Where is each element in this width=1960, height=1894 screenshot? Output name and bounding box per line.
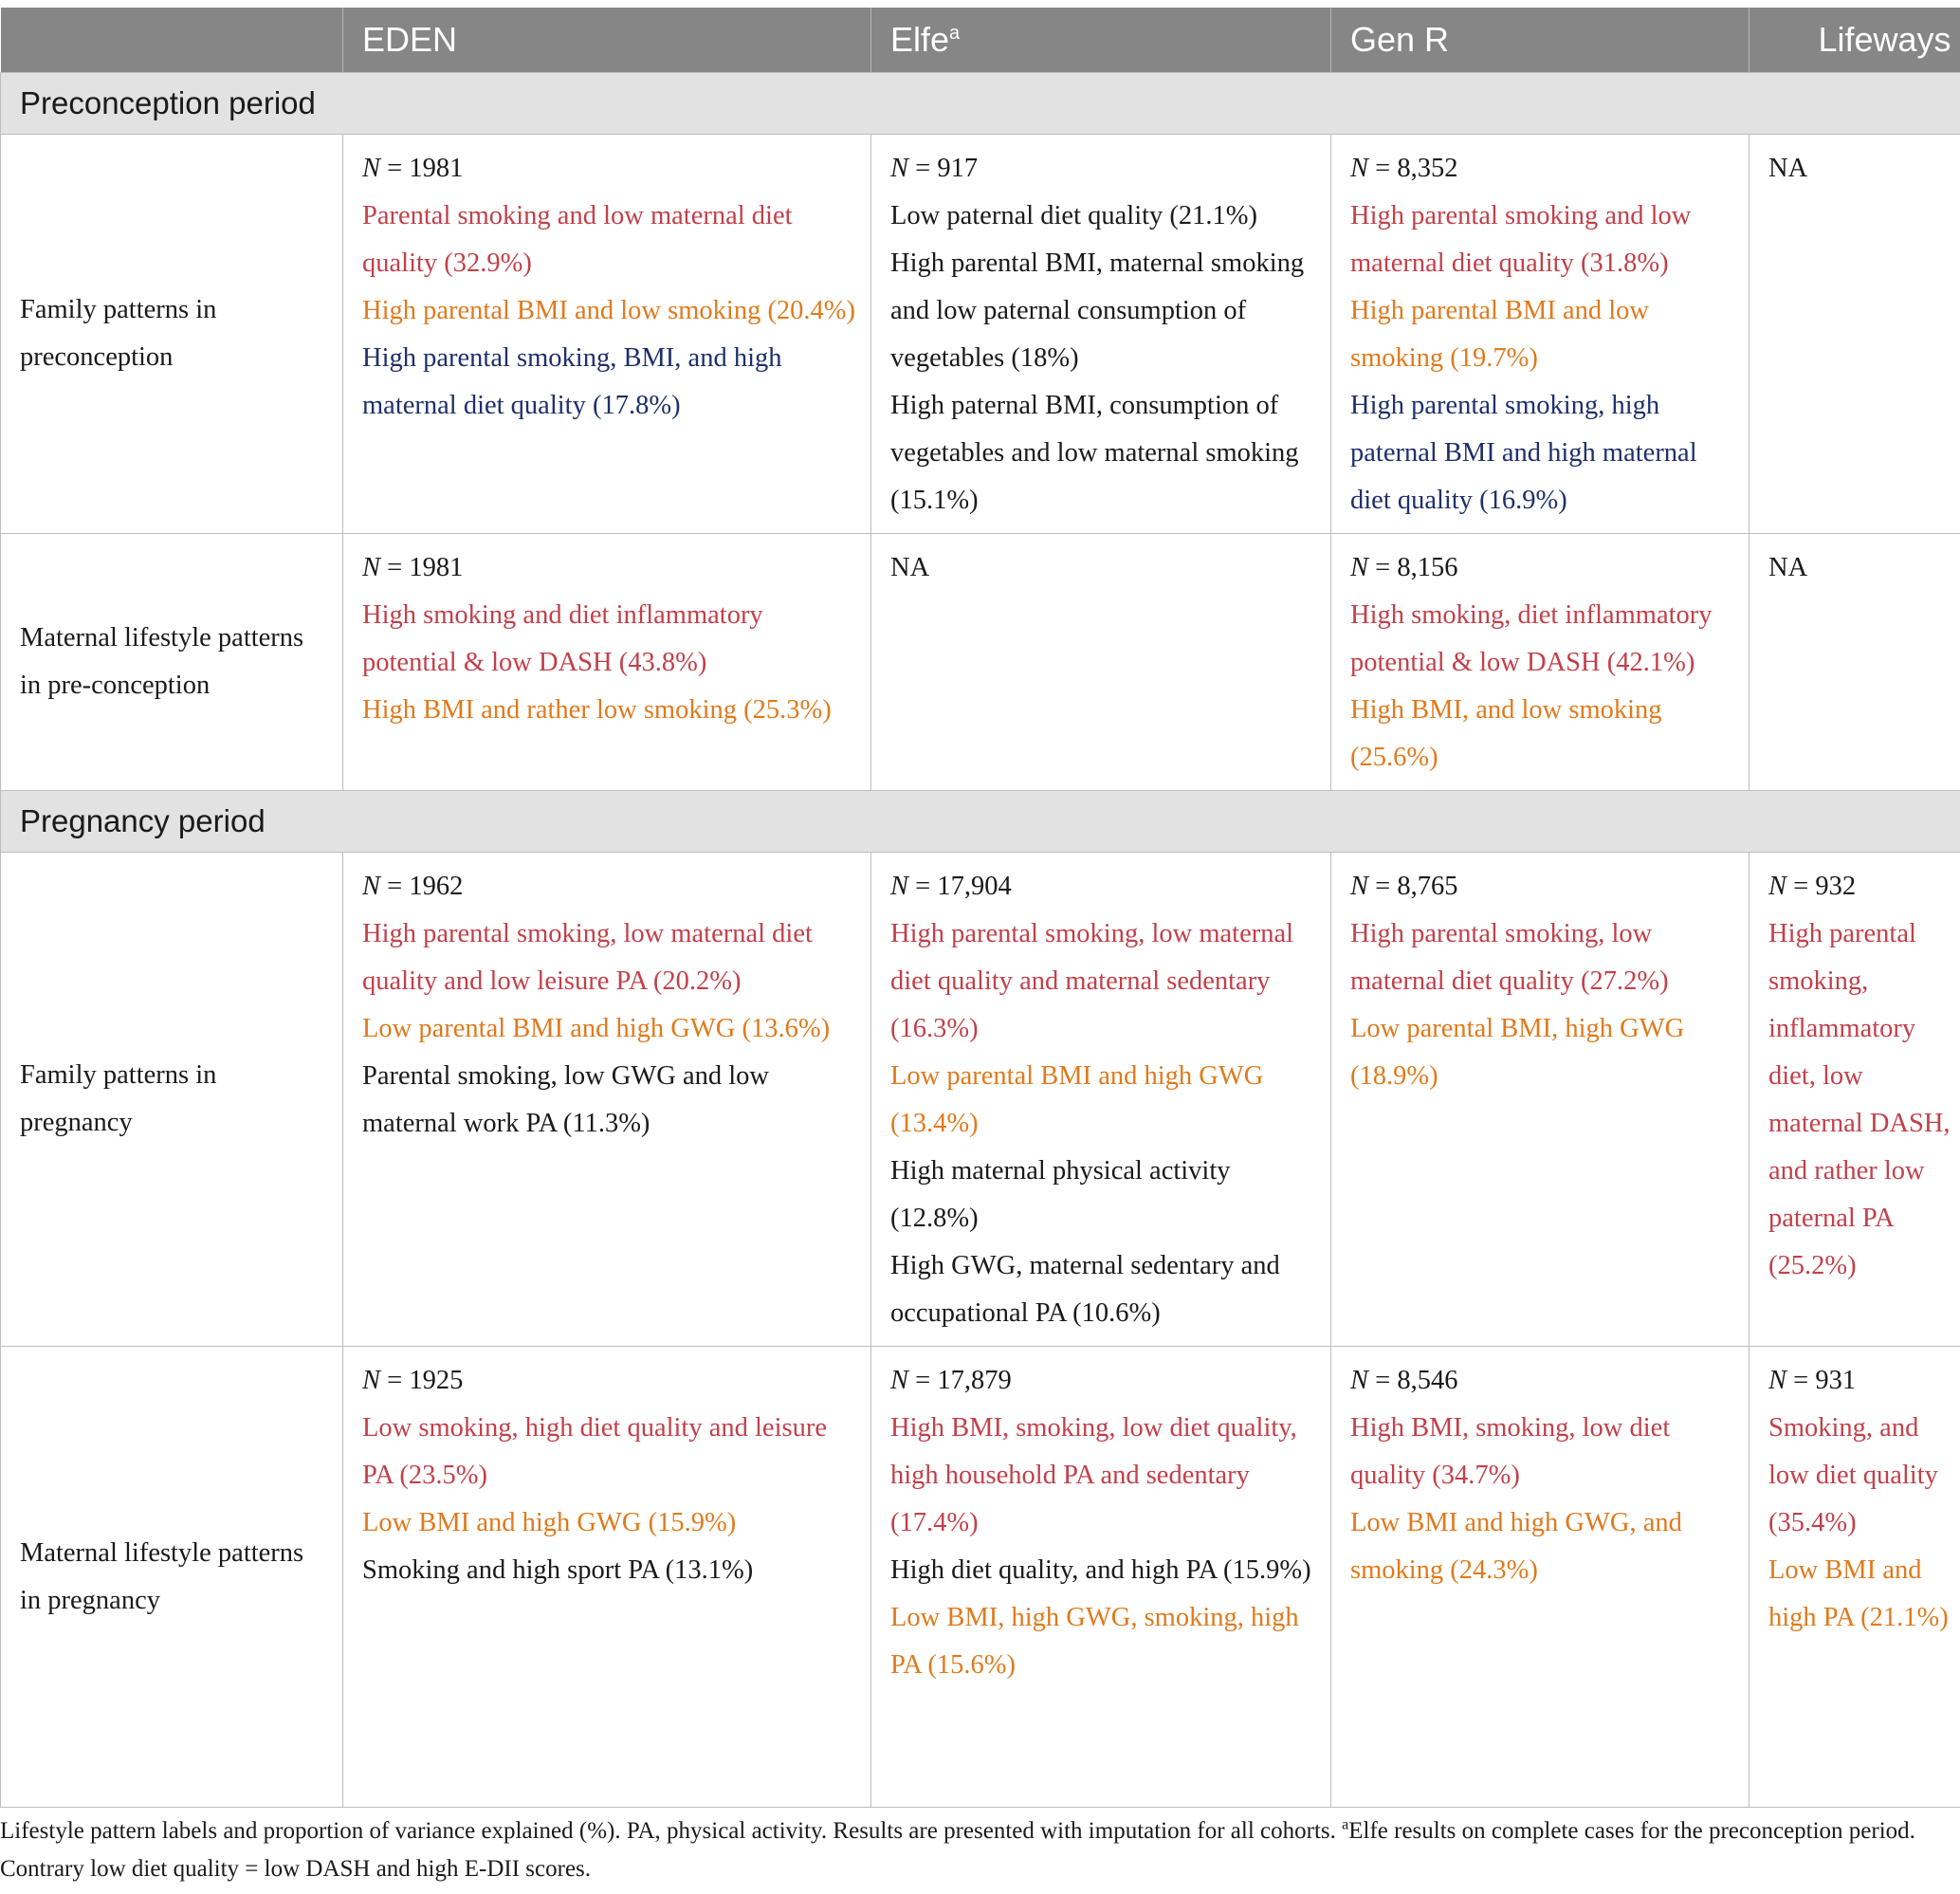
sample-size-symbol: N [1768,872,1787,901]
table-cell [1331,534,1749,791]
sample-size [1350,863,1735,910]
sample-size-symbol: N [890,154,909,183]
sample-size-symbol: N [1350,553,1369,582]
sample-size [1768,863,1954,910]
table-cell [1749,135,1960,534]
table-cell [343,853,871,1347]
pattern-label: High parental BMI and low smoking (19.7%) [1350,296,1650,373]
table-footnote [0,1812,1953,1888]
sample-size-value: 1981 [409,553,464,582]
sample-size-equals: = [380,1366,410,1395]
section-title-preconception: Preconception period [1,73,1960,135]
pattern-label: High GWG, maternal sedentary and occupational PA (10.6%) [890,1251,1280,1328]
row-label-line: Maternal lifestyle patterns [20,1537,304,1568]
sample-size-equals: = [1368,154,1398,183]
section-row-preconception [1,73,1960,135]
pattern-label: High parental smoking, low maternal diet quality and low leisure PA (20.2%) [362,919,813,996]
sample-size-symbol: N [1768,1366,1787,1395]
pattern-label: Smoking and high sport PA (13.1%) [362,1555,754,1585]
header-elfe [871,8,1331,73]
table-wrapper [0,8,1960,1808]
sample-size-symbol: N [1350,154,1369,183]
sample-size-equals: = [380,553,410,582]
sample-size-equals: = [1368,872,1398,901]
sample-size-value: 932 [1815,872,1857,901]
sample-size [362,863,857,910]
lifestyle-patterns-table [0,8,1960,1808]
sample-size-equals: = [1368,1366,1398,1395]
sample-size-symbol: N [1350,1366,1369,1395]
sample-size-equals: = [380,872,410,901]
header-lifeways: Lifeways [1749,8,1960,73]
row-label [1,853,343,1347]
sample-size-value: 17,879 [937,1366,1012,1395]
row-label-line: Maternal lifestyle patterns [20,623,304,653]
pattern-label: High parental smoking and low maternal diet quality (31.8%) [1350,201,1692,278]
table-row [1,135,1960,534]
sample-size [362,145,857,193]
table-cell [871,853,1331,1347]
header-genr: Gen R [1331,8,1749,73]
pattern-label: High BMI, smoking, low diet quality, high household PA and sedentary (17.4%) [890,1413,1297,1537]
section-row-pregnancy [1,791,1960,853]
sample-size [1350,145,1735,193]
pattern-label: Low paternal diet quality (21.1%) [890,201,1258,230]
row-label-line: pregnancy [20,1108,133,1137]
pattern-label: High maternal physical activity (12.8%) [890,1156,1231,1233]
footnote-text-2: Elfe results on complete cases for the preconception period. Contrary low diet quality = low DASH and high E-DII scores. [0,1818,1915,1882]
sample-size-value: 8,546 [1397,1366,1458,1395]
sample-size [362,1357,857,1405]
sample-size-value: 8,765 [1397,872,1458,901]
row-label [1,534,343,791]
sample-size-symbol: N [362,553,381,582]
sample-size-equals: = [1786,872,1816,901]
sample-size-value: 8,156 [1397,553,1458,582]
table-cell [871,534,1331,791]
table-cell [343,135,871,534]
pattern-label: Parental smoking and low maternal diet quality (32.9%) [362,201,793,278]
pattern-label: Parental smoking, low GWG and low maternal work PA (11.3%) [362,1061,770,1138]
sample-size-value: 1981 [409,154,464,183]
sample-size-value: 931 [1815,1366,1857,1395]
table-cell [871,1347,1331,1808]
pattern-label: High diet quality, and high PA (15.9%) [890,1555,1311,1585]
table-cell [1331,853,1749,1347]
sample-size [890,863,1317,910]
header-elfe-footnote-mark: a [949,23,961,44]
sample-size [890,145,1317,193]
section-title-pregnancy: Pregnancy period [1,791,1960,853]
pattern-label: High smoking and diet inflammatory potential & low DASH (43.8%) [362,600,763,677]
table-row [1,853,1960,1347]
sample-size [890,1357,1317,1405]
pattern-label: High paternal BMI, consumption of vegetables and low maternal smoking (15.1%) [890,391,1299,515]
header-eden: EDEN [343,8,871,73]
table-cell [1749,853,1960,1347]
sample-size [362,544,857,592]
pattern-label: High BMI, and low smoking (25.6%) [1350,695,1662,772]
row-label-line: Family patterns in [20,1060,217,1090]
sample-size-value: 917 [937,154,979,183]
header-blank [1,8,343,73]
row-label [1,1347,343,1808]
table-cell [1331,135,1749,534]
row-label-line: preconception [20,342,174,372]
pattern-label: Low BMI and high GWG (15.9%) [362,1508,737,1537]
sample-size-value: 1925 [409,1366,464,1395]
sample-size-value: 8,352 [1397,154,1458,183]
sample-size-equals: = [908,1366,938,1395]
sample-size-symbol: N [362,154,381,183]
row-label-line: in pregnancy [20,1585,160,1615]
pattern-label: High parental smoking, low maternal diet quality and maternal sedentary (16.3%) [890,919,1294,1043]
na-value: NA [1768,553,1808,582]
pattern-label: High smoking, diet inflammatory potential & low DASH (42.1%) [1350,600,1713,677]
na-value: NA [890,553,930,582]
table-cell [343,1347,871,1808]
sample-size-symbol: N [362,872,381,901]
sample-size-equals: = [908,154,938,183]
pattern-label: Low BMI and high PA (21.1%) [1768,1555,1949,1632]
pattern-label: High parental BMI and low smoking (20.4%) [362,296,856,325]
table-cell [1749,534,1960,791]
sample-size-equals: = [1786,1366,1816,1395]
table-row [1,1347,1960,1808]
pattern-label: Low BMI, high GWG, smoking, high PA (15.6%) [890,1603,1299,1680]
pattern-label: Low parental BMI and high GWG (13.4%) [890,1061,1264,1138]
footnote-mark: a [1342,1816,1349,1833]
na-value: NA [1768,154,1808,183]
pattern-label: Low parental BMI and high GWG (13.6%) [362,1014,831,1043]
sample-size-equals: = [1368,553,1398,582]
table-cell [343,534,871,791]
pattern-label: High parental smoking, high paternal BMI and high maternal diet quality (16.9%) [1350,391,1697,515]
pattern-label: High BMI and rather low smoking (25.3%) [362,695,832,725]
footnote-text-1: Lifestyle pattern labels and proportion of variance explained (%). PA, physical activity. Results are presented with imputation for all cohorts. [0,1818,1343,1844]
pattern-label: High parental smoking, BMI, and high maternal diet quality (17.8%) [362,343,782,420]
sample-size-equals: = [908,872,938,901]
sample-size-symbol: N [890,872,909,901]
sample-size [1350,1357,1735,1405]
sample-size [1350,544,1735,592]
pattern-label: High parental smoking, inflammatory diet, low maternal DASH, and rather low paternal PA (25.2%) [1768,919,1951,1280]
sample-size-symbol: N [890,1366,909,1395]
header-elfe-label: Elfe [890,20,950,59]
pattern-label: High parental smoking, low maternal diet quality (27.2%) [1350,919,1669,996]
sample-size [1768,1357,1954,1405]
sample-size-symbol: N [1350,872,1369,901]
pattern-label: High parental BMI, maternal smoking and low paternal consumption of vegetables (18%) [890,248,1305,373]
table-cell [1749,1347,1960,1808]
sample-size-symbol: N [362,1366,381,1395]
row-label [1,135,343,534]
row-label-line: Family patterns in [20,295,217,324]
pattern-label: Smoking, and low diet quality (35.4%) [1768,1413,1938,1537]
sample-size-value: 1962 [409,872,464,901]
table-cell [1331,1347,1749,1808]
sample-size-equals: = [380,154,410,183]
table-cell [871,135,1331,534]
table-row [1,534,1960,791]
pattern-label: Low smoking, high diet quality and leisure PA (23.5%) [362,1413,827,1490]
pattern-label: High BMI, smoking, low diet quality (34.7%) [1350,1413,1671,1490]
row-label-line: in pre-conception [20,671,211,700]
sample-size-value: 17,904 [937,872,1012,901]
pattern-label: Low BMI and high GWG, and smoking (24.3%) [1350,1508,1682,1585]
header-row [1,8,1960,73]
pattern-label: Low parental BMI, high GWG (18.9%) [1350,1014,1685,1091]
